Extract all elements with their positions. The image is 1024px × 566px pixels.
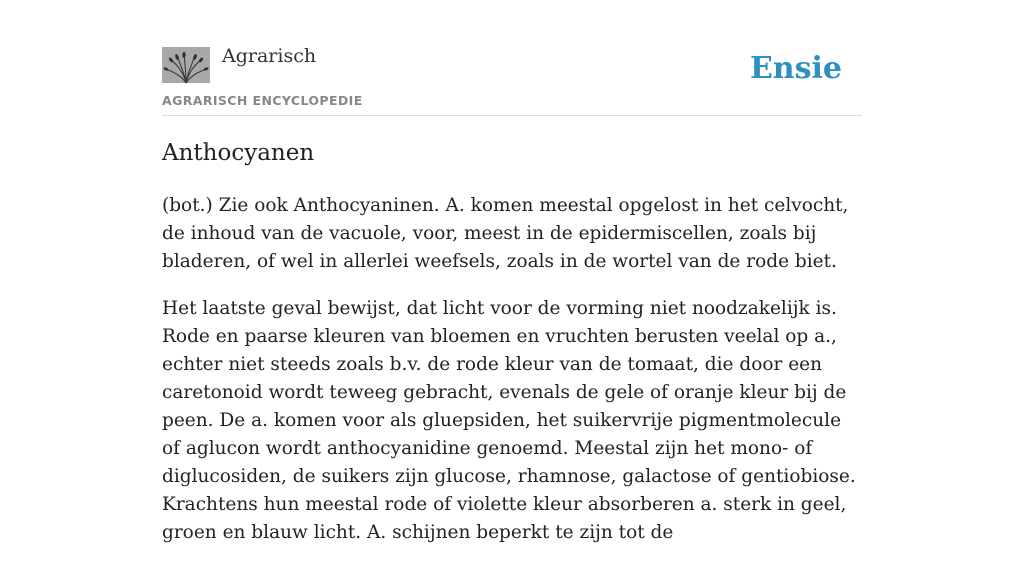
source-name[interactable]: Agrarisch [222, 45, 317, 67]
source-subtitle[interactable]: AGRARISCH ENCYCLOPEDIE [162, 93, 363, 108]
wheat-plant-icon[interactable] [162, 47, 210, 83]
page-header [162, 0, 862, 116]
article-paragraph: Het laatste geval bewijst, dat licht voor de vorming niet noodzakelijk is. Rode en paarse kleuren van bloemen en vruchten berusten veelal op a., echter niet steeds zoals b.v. de rode kleur van de tomaat, die door een caretonoid wordt teweeg gebracht, evenals de gele of oranje kleur bij de peen. De a. komen voor als gluepsiden, het suikervrije pigmentmolecule of aglucon wordt anthocyanidine genoemd. Meestal zijn het mono- of diglucosiden, de suikers zijn glucose, rhamnose, galactose of gentiobiose. Krachtens hun meestal rode of violette kleur absorberen a. sterk in geel, groen en blauw licht. A. schijnen beperkt te zijn tot de [162, 298, 856, 543]
page-title: Anthocyanen [162, 140, 315, 166]
article-paragraph: (bot.) Zie ook Anthocyaninen. A. komen meestal opgelost in het celvocht, de inhoud van de vacuole, voor, meest in de epidermiscellen, zoals bij bladeren, of wel in allerlei weefsels, zoals in de wortel van de rode biet. [162, 195, 849, 272]
page-container [162, 0, 862, 543]
brand-logo[interactable]: Ensie [749, 51, 842, 86]
article-body [162, 192, 862, 566]
